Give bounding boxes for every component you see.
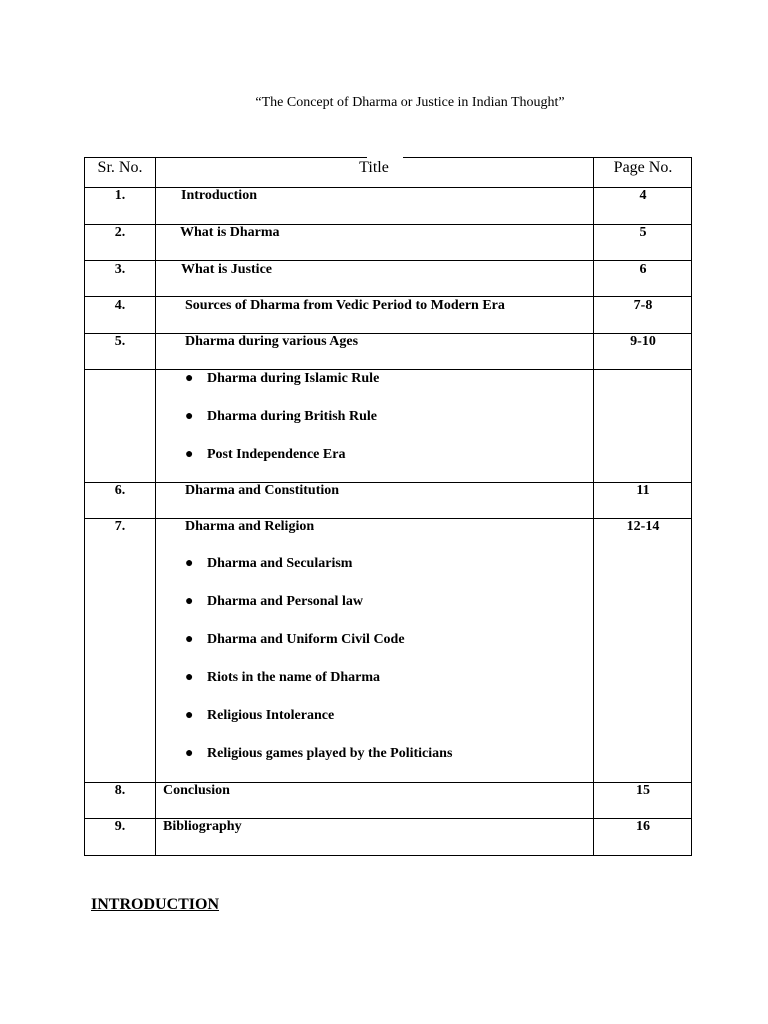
row-line bbox=[403, 157, 691, 158]
row-sr-no: 6. bbox=[114, 483, 126, 498]
row-sr-no: 8. bbox=[114, 783, 126, 798]
row-line bbox=[85, 260, 691, 261]
list-item: ● Dharma during British Rule bbox=[185, 409, 377, 424]
row-title: What is Justice bbox=[181, 262, 272, 277]
bullet-text: Post Independence Era bbox=[207, 447, 346, 462]
row-page-no: 5 bbox=[639, 225, 647, 240]
row-sr-no: 4. bbox=[114, 298, 126, 313]
row-sr-no: 7. bbox=[114, 519, 126, 534]
row-page-no: 7-8 bbox=[633, 298, 653, 313]
header-page-no: Page No. bbox=[613, 159, 673, 176]
row-title: Introduction bbox=[181, 188, 257, 203]
bullet-text: Religious games played by the Politicians bbox=[207, 746, 453, 761]
row-sr-no: 5. bbox=[114, 334, 126, 349]
bullet-text: Dharma and Secularism bbox=[207, 556, 353, 571]
header-sr-no: Sr. No. bbox=[97, 159, 143, 176]
row-sr-no: 9. bbox=[114, 819, 126, 834]
list-item: ● Dharma and Secularism bbox=[185, 556, 353, 571]
row-page-no: 15 bbox=[636, 783, 650, 798]
row-page-no: 11 bbox=[636, 483, 650, 498]
row-page-no: 16 bbox=[636, 819, 650, 834]
row-page-no: 6 bbox=[639, 262, 647, 277]
bullet-text: Dharma during Islamic Rule bbox=[207, 371, 380, 386]
row-title: Sources of Dharma from Vedic Period to Modern Era bbox=[185, 298, 505, 313]
row-page-no: 12-14 bbox=[626, 519, 660, 534]
column-divider bbox=[155, 157, 156, 855]
row-title: Dharma and Constitution bbox=[185, 483, 340, 498]
list-item: ● Dharma during Islamic Rule bbox=[185, 371, 380, 386]
row-title: Dharma and Religion bbox=[185, 519, 315, 534]
list-item: ● Religious Intolerance bbox=[185, 708, 335, 723]
row-sr-no: 1. bbox=[114, 188, 126, 203]
header-title: Title bbox=[359, 159, 389, 176]
document-title: “The Concept of Dharma or Justice in Indian Thought” bbox=[255, 95, 565, 110]
row-title: What is Dharma bbox=[180, 225, 280, 240]
table-of-contents bbox=[84, 157, 692, 856]
row-line bbox=[85, 296, 691, 297]
row-sr-no: 3. bbox=[114, 262, 126, 277]
row-sr-no: 2. bbox=[114, 225, 126, 240]
bullet-text: Dharma and Personal law bbox=[207, 594, 363, 609]
list-item: ● Dharma and Uniform Civil Code bbox=[185, 632, 405, 647]
list-item: ● Dharma and Personal law bbox=[185, 594, 363, 609]
list-item: ● Riots in the name of Dharma bbox=[185, 670, 381, 685]
list-item: ● Post Independence Era bbox=[185, 447, 346, 462]
row-line bbox=[85, 157, 367, 158]
bullet-text: Religious Intolerance bbox=[207, 708, 335, 723]
row-page-no: 9-10 bbox=[630, 334, 656, 349]
row-line bbox=[85, 369, 691, 370]
section-heading: INTRODUCTION bbox=[91, 896, 220, 913]
bullet-text: Dharma and Uniform Civil Code bbox=[207, 632, 405, 647]
row-title: Conclusion bbox=[163, 783, 230, 798]
bullet-text: Dharma during British Rule bbox=[207, 409, 377, 424]
bullet-text: Riots in the name of Dharma bbox=[207, 670, 381, 685]
column-divider bbox=[593, 157, 594, 855]
row-title: Bibliography bbox=[163, 819, 242, 834]
row-title: Dharma during various Ages bbox=[185, 334, 359, 349]
list-item: ● Religious games played by the Politicians bbox=[185, 746, 453, 761]
row-page-no: 4 bbox=[639, 188, 647, 203]
